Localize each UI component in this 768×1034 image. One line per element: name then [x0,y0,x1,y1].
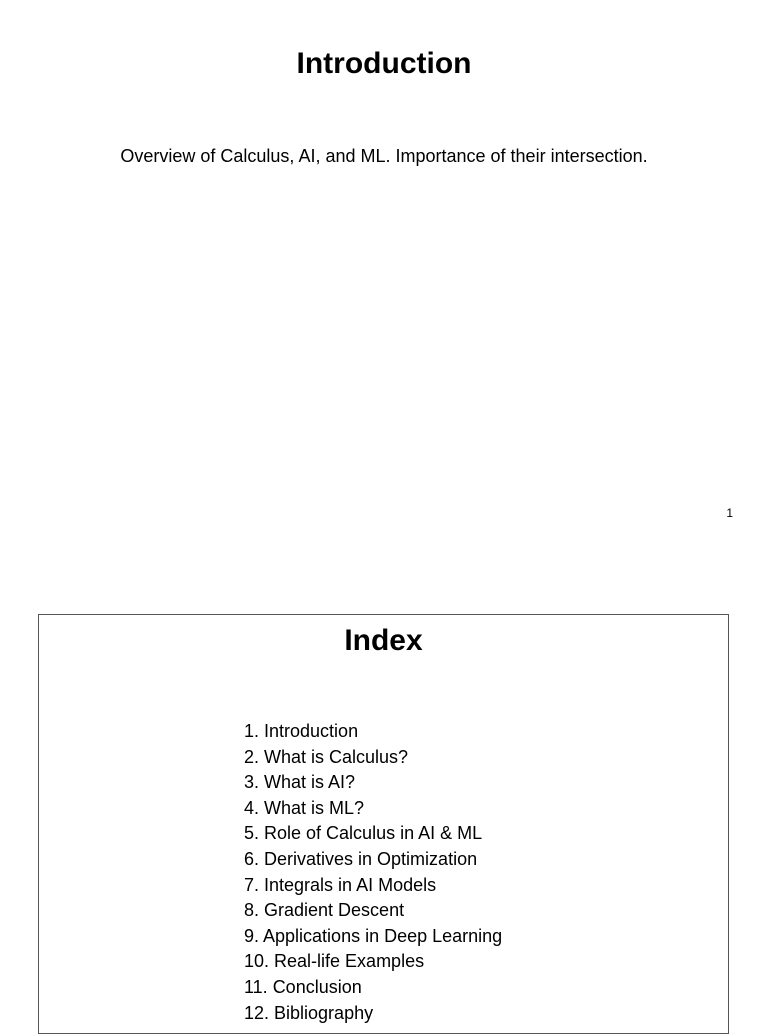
slide-body-text: Overview of Calculus, AI, and ML. Importance of their intersection. [120,146,648,166]
list-item: 8. Gradient Descent [244,900,405,921]
list-item: 3. What is AI? [244,772,356,793]
list-item: 2. What is Calculus? [244,746,409,767]
list-item: 10. Real-life Examples [244,951,425,972]
list-item: 5. Role of Calculus in AI & ML [244,823,483,844]
list-item: 1. Introduction [244,721,359,741]
slide-title: Index [344,624,423,657]
list-item: 11. Conclusion [244,976,362,997]
slide-title: Introduction [296,47,472,80]
list-item: 7. Integrals in AI Models [244,874,437,895]
list-item: 12. Bibliography [244,1002,374,1023]
list-item: 9. Applications in Deep Learning [244,925,503,946]
page-number: 1 [726,506,733,520]
slide-index [38,614,729,1034]
list-item: 4. What is ML? [244,797,365,818]
list-item: 6. Derivatives in Optimization [244,848,478,869]
index-list [244,719,502,1026]
